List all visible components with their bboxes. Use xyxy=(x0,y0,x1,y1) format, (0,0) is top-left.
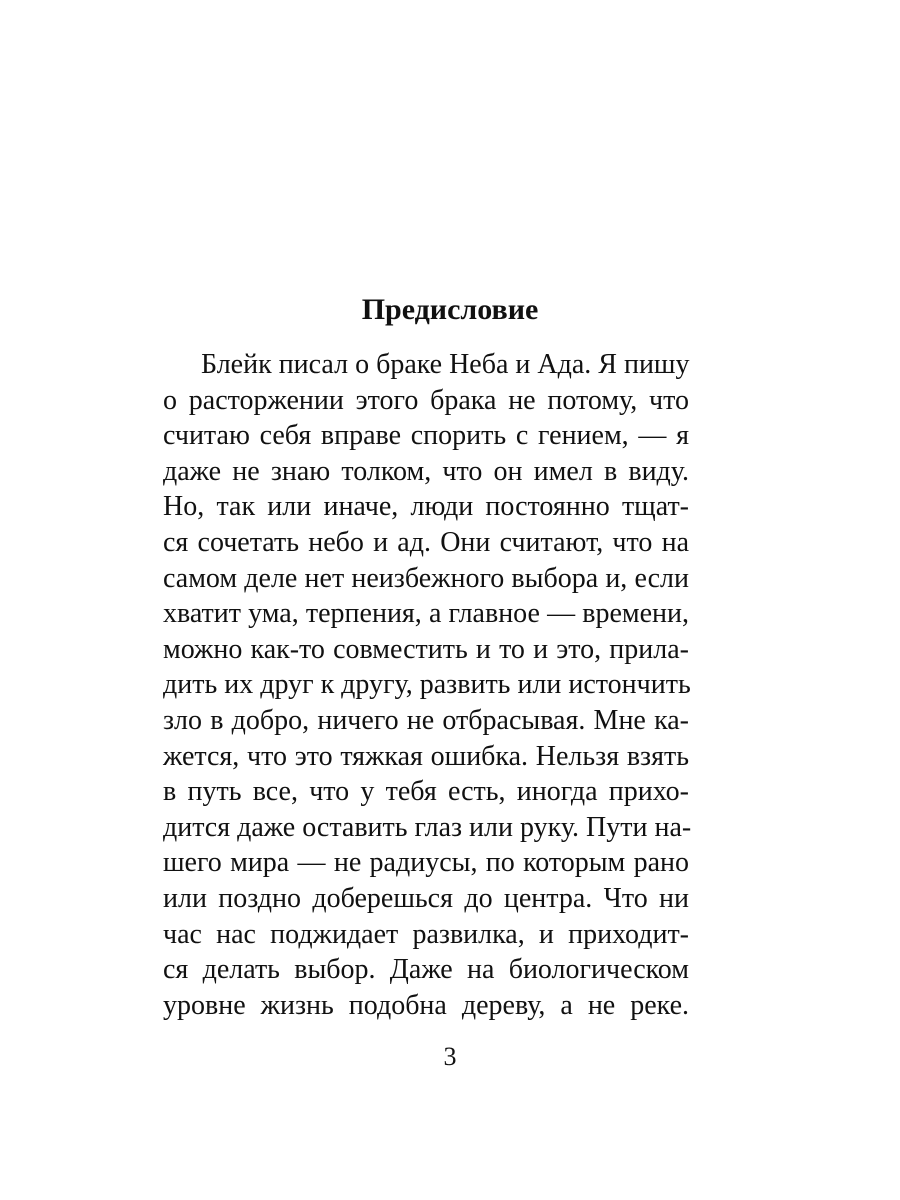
text-line: Но, так или иначе, люди постоянно тщат- xyxy=(163,491,689,523)
text-line: уровне жизнь подобна дереву, а не реке. xyxy=(163,989,689,1021)
preface-paragraph xyxy=(163,347,692,1023)
text-line: даже не знаю толком, что он имел в виду. xyxy=(163,455,689,487)
text-line: жется, что это тяжкая ошибка. Нельзя взять xyxy=(163,740,689,772)
text-line: шего мира — не радиусы, по которым рано xyxy=(163,847,689,879)
text-line: хватит ума, терпения, а главное — времени, xyxy=(163,598,689,630)
text-line: считаю себя вправе спорить с гением, — я xyxy=(163,420,689,452)
text-line: или поздно доберешься до центра. Что ни xyxy=(163,882,689,914)
text-line: ся сочетать небо и ад. Они считают, что на xyxy=(163,526,689,558)
page-title: Предисловие xyxy=(361,293,539,326)
text-line: зло в добро, ничего не отбрасывая. Мне ка- xyxy=(163,704,689,736)
text-line: Блейк писал о браке Неба и Ада. Я пишу xyxy=(201,349,690,380)
text-line: дить их друг к другу, развить или истончить xyxy=(163,669,691,701)
text-line: дится даже оставить глаз или руку. Пути на- xyxy=(163,811,692,843)
text-line: в путь все, что у тебя есть, иногда прихо- xyxy=(163,776,689,808)
text-line: можно как-то совместить и то и это, прила- xyxy=(163,633,689,665)
text-line: час нас поджидает развилка, и приходит- xyxy=(163,918,689,950)
text-line: ся делать выбор. Даже на биологическом xyxy=(163,954,689,986)
text-line: о расторжении этого брака не потому, что xyxy=(163,384,689,416)
page-number: 3 xyxy=(443,1042,457,1071)
text-line: самом деле нет неизбежного выбора и, если xyxy=(163,562,689,594)
